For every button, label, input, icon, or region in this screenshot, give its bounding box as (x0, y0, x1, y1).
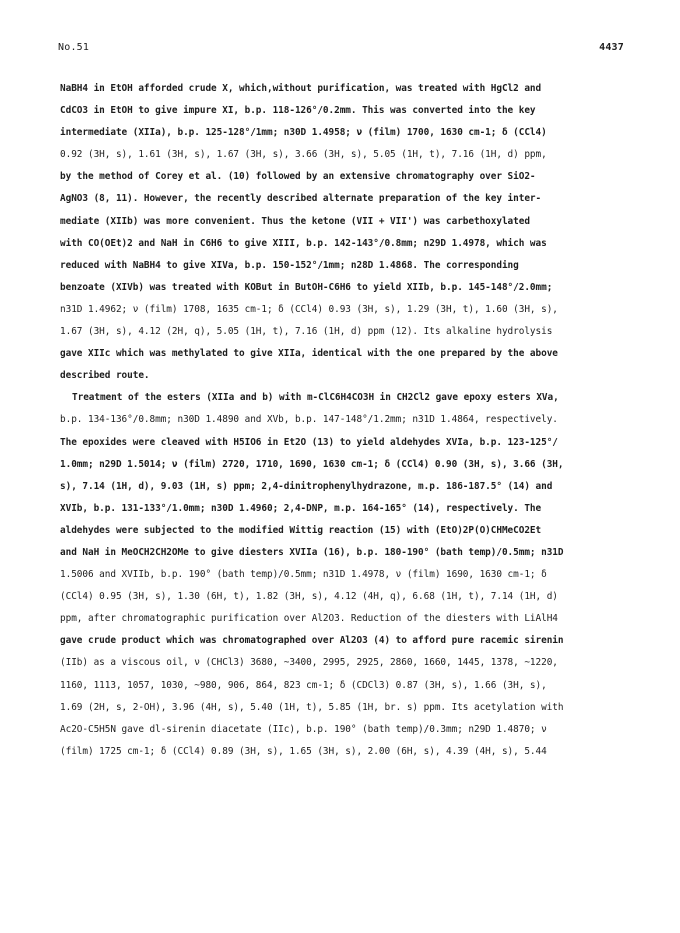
text-line: reduced with NaBH4 to give XIVa, b.p. 150-152°/1mm; n28D 1.4868. The corresponding (60, 259, 519, 271)
text-line: s), 7.14 (1H, d), 9.03 (1H, s) ppm; 2,4-dinitrophenylhydrazone, m.p. 186-187.5° (14) and (60, 480, 553, 492)
text-line: intermediate (XIIa), b.p. 125-128°/1mm; n30D 1.4958; ν (film) 1700, 1630 cm-1; δ (CCl4) (60, 127, 547, 139)
text-line: gave crude product which was chromatographed over Al2O3 (4) to afford pure racemic sirenin (60, 635, 564, 647)
text-line: b.p. 134-136°/0.8mm; n30D 1.4890 and XVb, b.p. 147-148°/1.2mm; n31D 1.4864, respectively. (60, 414, 558, 426)
text-line: 1.67 (3H, s), 4.12 (2H, q), 5.05 (1H, t), 7.16 (1H, d) ppm (12). Its alkaline hydrolysis (60, 326, 553, 338)
text-line: NaBH4 in EtOH afforded crude X, which,without purification, was treated with HgCl2 and (60, 83, 542, 94)
text-line: by the method of Corey et al. (10) followed by an extensive chromatography over SiO2- (60, 171, 536, 183)
text-line: 0.92 (3H, s), 1.61 (3H, s), 1.67 (3H, s), 3.66 (3H, s), 5.05 (1H, t), 7.16 (1H, d) ppm, (60, 149, 547, 161)
text-line: 1.0mm; n29D 1.5014; ν (film) 2720, 1710, 1690, 1630 cm-1; δ (CCl4) 0.90 (3H, s), 3.66 (3H, (60, 458, 564, 470)
text-line: (IIb) as a viscous oil, ν (CHCl3) 3680, ~3400, 2995, 2925, 2860, 1660, 1445, 1378, ~1220, (60, 657, 558, 669)
text-line: 1.5006 and XVIIb, b.p. 190° (bath temp)/0.5mm; n31D 1.4978, ν (film) 1690, 1630 cm-1; δ (60, 569, 547, 581)
page-number: 4437 (599, 42, 624, 53)
text-line: n31D 1.4962; ν (film) 1708, 1635 cm-1; δ (CCl4) 0.93 (3H, s), 1.29 (3H, t), 1.60 (3H, s), (60, 303, 558, 315)
text-line: aldehydes were subjected to the modified Wittig reaction (15) with (EtO)2P(O)CHMeCO2Et (60, 524, 542, 536)
text-line: (CCl4) 0.95 (3H, s), 1.30 (6H, t), 1.82 (3H, s), 4.12 (4H, q), 6.68 (1H, t), 7.14 (1H, d) (60, 591, 558, 603)
text-line: AgNO3 (8, 11). However, the recently described alternate preparation of the key inter- (60, 193, 542, 205)
text-line: described route. (60, 370, 150, 382)
text-line: mediate (XIIb) was more convenient. Thus the ketone (VII + VII') was carbethoxylated (60, 215, 530, 227)
text-line: CdCO3 in EtOH to give impure XI, b.p. 118-126°/0.2mm. This was converted into the key (60, 105, 536, 117)
journal-issue: No.51 (58, 42, 90, 53)
text-line: and NaH in MeOCH2CH2OMe to give diesters XVIIa (16), b.p. 180-190° (bath temp)/0.5mm; n31D (60, 546, 564, 558)
text-line: benzoate (XIVb) was treated with KOBut in ButOH-C6H6 to yield XIIb, b.p. 145-148°/2.0mm; (60, 281, 553, 293)
text-line: gave XIIc which was methylated to give XIIa, identical with the one prepared by the above (60, 348, 558, 360)
article-body (60, 78, 650, 763)
text-line: (film) 1725 cm-1; δ (CCl4) 0.89 (3H, s), 1.65 (3H, s), 2.00 (6H, s), 4.39 (4H, s), 5.44 (60, 745, 547, 757)
text-line: XVIb, b.p. 131-133°/1.0mm; n30D 1.4960; 2,4-DNP, m.p. 164-165° (14), respectively. The (60, 502, 542, 514)
text-line: 1.69 (2H, s, 2-OH), 3.96 (4H, s), 5.40 (1H, t), 5.85 (1H, br. s) ppm. Its acetylation with (60, 701, 564, 713)
text-line: The epoxides were cleaved with H5IO6 in Et2O (13) to yield aldehydes XVIa, b.p. 123-125°/ (60, 436, 558, 448)
text-line: with CO(OEt)2 and NaH in C6H6 to give XIII, b.p. 142-143°/0.8mm; n29D 1.4978, which was (60, 237, 547, 249)
text-line: ppm, after chromatographic purification over Al2O3. Reduction of the diesters with LiAlH4 (60, 613, 558, 625)
text-line: 1160, 1113, 1057, 1030, ~980, 906, 864, 823 cm-1; δ (CDCl3) 0.87 (3H, s), 1.66 (3H, s), (60, 679, 547, 691)
text-line: Treatment of the esters (XIIa and b) with m-ClC6H4CO3H in CH2Cl2 gave epoxy esters XVa, (72, 392, 559, 404)
text-line: Ac2O-C5H5N gave dl-sirenin diacetate (IIc), b.p. 190° (bath temp)/0.3mm; n29D 1.4870; ν (60, 723, 547, 735)
